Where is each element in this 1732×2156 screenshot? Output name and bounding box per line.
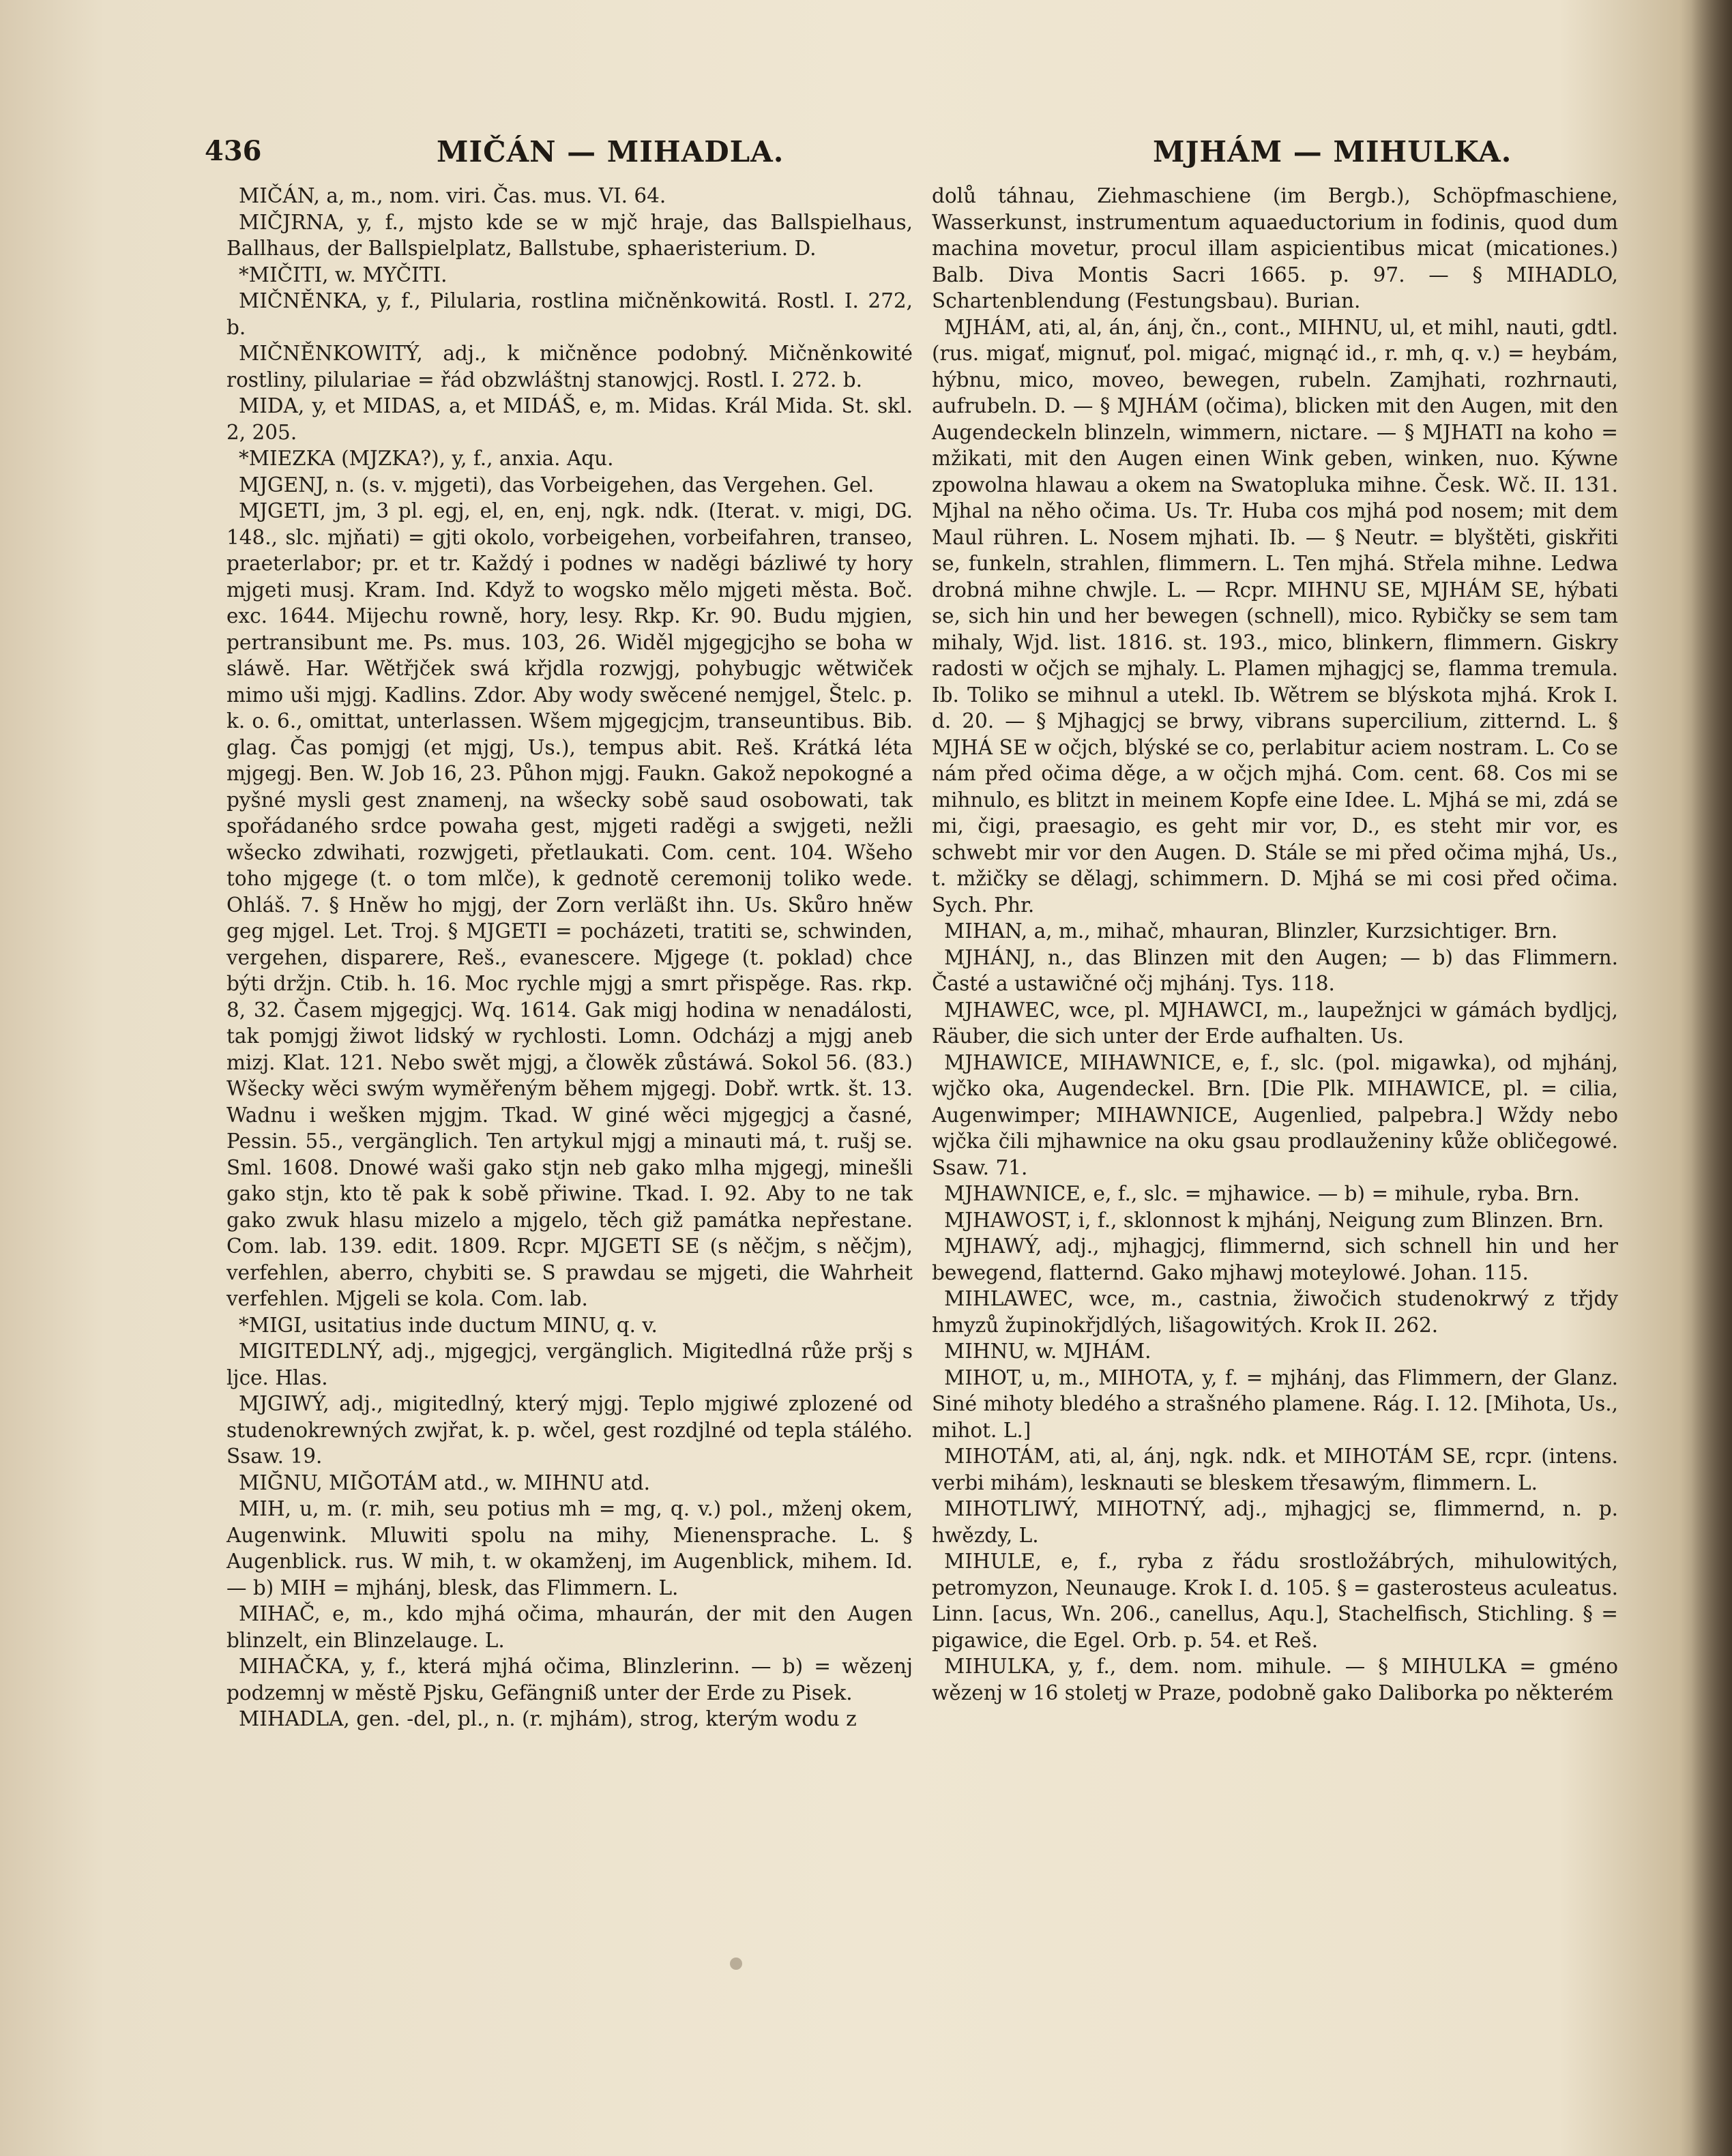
running-head-left: MIČÁN — MIHADLA.: [437, 135, 784, 168]
binding-edge-shadow: [1691, 0, 1732, 2156]
right-column: [932, 183, 1618, 1706]
entry-mihadla-continued: dolů táhnau, Ziehmaschiene (im Bergb.), Schöpfmaschiene, Wasserkunst, instrumentum aquaeductorium in fodinis, quod dum machina movetur, procul illam aspicientibus micat (micationes.) Balb. Diva Montis Sacri 1665. p. 97. — § MIHADLO, Schartenblendung (Festungsbau). Burian.: [932, 184, 1618, 312]
entry-micnenka: MIČNĚNKA, y, f., Pilularia, rostlina mičněnkowitá. Rostl. I. 272, b.: [226, 289, 913, 339]
entry-mican: MIČÁN, a, m., nom. viri. Čas. mus. VI. 64.: [239, 184, 666, 207]
entry-mjham: MJHÁM, ati, al, án, ánj, čn., cont., MIHNU, ul, et mihl, nauti, gdtl. (rus. migať, mignuť, pol. migać, mignąć id., r. mh, q. v.) = heybám, hýbnu, mico, moveo, bewegen, rubeln. Zamjhati, rozhrnauti, aufrubeln. D. — § MJHÁM (očima), blicken mit den Augen, mit den Augendeckeln blinzeln, wimmern, nictare. — § MJHATI na koho = mžikati, mit den Augen einen Wink geben, winken, nuo. Kýwne zpowolna hlawau a okem na Swatopluka mihne. Česk. Wč. II. 131. Mjhal na něho očima. Us. Tr. Huba cos mjhá pod nosem; mit dem Maul rühren. L. Nosem mjhati. Ib. — § Neutr. = blyštěti, giskřiti se, funkeln, strahlen, flimmern. L. Ten mjhá. Střela mihne. Ledwa drobná mihne chwjle. L. — Rcpr. MIHNU SE, MJHÁM SE, hýbati se, sich hin und her bewegen (schnell), mico. Rybičky se sem tam mihaly, Wjd. list. 1816. st. 193., mico, blinkern, flimmern. Giskry radosti w očjch se mjhaly. L. Plamen mjhagjcj se, flamma tremula. Ib. Toliko se mihnul a utekl. Ib. Wětrem se blýskota mjhá. Krok I. d. 20. — § Mjhagjcj se brwy, vibrans supercilium, zitternd. L. § MJHÁ SE w očjch, blýské se co, perlabitur aciem nostram. L. Co se nám před očima děge, a w očjch mjhá. Com. cent. 68. Cos mi se mihnulo, es blitzt in meinem Kopfe eine Idee. L. Mjhá se mi, zdá se mi, čigi, praesagio, es geht mir vor, D., es steht mir vor, es schwebt mir vor den Augen. D. Stále se mi před očima mjhá, Us., t. mžičky se dělagj, schimmern. D. Mjhá se mi cosi před očima. Sych. Phr.: [932, 315, 1618, 917]
entry-mihotam: MIHOTÁM, ati, al, ánj, ngk. ndk. et MIHOTÁM SE, rcpr. (intens. verbi mihám), lesknauti se bleskem třesawým, flimmern. L.: [932, 1445, 1618, 1494]
entry-mihot: MIHOT, u, m., MIHOTA, y, f. = mjhánj, das Flimmern, der Glanz. Siné mihoty bledého a strašného plamene. Rág. I. 12. [Mihota, Us., mihot. L.]: [932, 1365, 1618, 1442]
entry-mihan: MIHAN, a, m., mihač, mhauran, Blinzler, Kurzsichtiger. Brn.: [944, 919, 1558, 943]
entry-mihlawec: MIHLAWEC, wce, m., castnia, žiwočich studenokrwý z třjdy hmyzů župinokřjdlých, lišagowitých. Krok II. 262.: [932, 1287, 1618, 1337]
entry-mjhawec: MJHAWEC, wce, pl. MJHAWCI, m., laupežnjci w gámách bydljcj, Räuber, die sich unter der Erde aufhalten. Us.: [932, 998, 1618, 1048]
entry-mih: MIH, u, m. (r. mih, seu potius mh = mg, q. v.) pol., mženj okem, Augenwink. Mluwiti spolu na mihy, Mienensprache. L. § Augenblick. rus. W mih, t. w okamženj, im Augenblick, mihem. Id. — b) MIH = mjhánj, blesk, das Flimmern. L.: [226, 1497, 913, 1599]
paper-spot: [730, 1958, 742, 1970]
entry-mjhawy: MJHAWÝ, adj., mjhagjcj, flimmernd, sich schnell hin und her bewegend, flatternd. Gako mjhawj moteylowé. Johan. 115.: [932, 1235, 1618, 1284]
entry-mjhawice: MJHAWICE, MIHAWNICE, e, f., slc. (pol. migawka), od mjhánj, wjčko oka, Augendeckel. Brn. [Die Plk. MIHAWICE, pl. = cilia, Augenwimper; MIHAWNICE, Augenlied, palpebra.] Wždy nebo wjčka čili mjhawnice na oku gsau prodlauženiny kůže obličegowé. Ssaw. 71.: [932, 1050, 1618, 1179]
entry-mihac: MIHAČ, e, m., kdo mjhá očima, mhaurán, der mit den Augen blinzelt, ein Blinzelauge. L.: [226, 1602, 913, 1652]
page-number: 436: [205, 135, 262, 167]
page-header: [205, 130, 1637, 177]
entry-mjgiwy: MJGIWÝ, adj., migitedlný, který mjgj. Teplo mjgiwé zplozené od studenokrewných zwjřat, k. p. wčel, gest rozdjlné od tepla stálého. Ssaw. 19.: [226, 1392, 913, 1468]
entry-micnenkowity: MIČNĚNKOWITÝ, adj., k mičněnce podobný. Mičněnkowité rostliny, pilulariae = řád obzwláštnj stanowjcj. Rostl. I. 272. b.: [226, 342, 913, 392]
entry-miezka: *MIEZKA (MJZKA?), y, f., anxia. Aqu.: [239, 447, 614, 470]
entry-mjgeti: MJGETI, jm, 3 pl. egj, el, en, enj, ngk. ndk. (Iterat. v. migi, DG. 148., slc. mjňati) = gjti okolo, vorbeigehen, vorbeifahren, transeo, praeterlabor; pr. et tr. Každý i podnes w naděgi bázliwé ty hory mjgeti musj. Kram. Ind. Když to wogsko mělo mjgeti města. Boč. exc. 1644. Mijechu rowně, hory, lesy. Rkp. Kr. 90. Budu mjgien, pertransibunt me. Ps. mus. 103, 26. Widěl mjgegjcjho se boha w sláwě. Har. Wětřjček swá křjdla rozwjgj, pohybugjc wětwiček mimo uši mjgj. Kadlins. Zdor. Aby wody swěcené nemjgel, Štelc. p. k. o. 6., omittat, unterlassen. Wšem mjgegjcjm, transeuntibus. Bib. glag. Čas pomjgj (et mjgj, Us.), tempus abit. Reš. Krátká léta mjgegj. Ben. W. Job 16, 23. Půhon mjgj. Faukn. Gakož nepokogné a pyšné mysli gest znamenj, na wšecky sobě saud osobowati, tak spořádaného srdce powaha gest, mjgeti raděgi a swjgeti, nežli wšecko zdwihati, rozwjgeti, přetlaukati. Com. cent. 104. Wšeho toho mjgege (t. o tom mlče), k gednotě ceremonij toliko wede. Ohláš. 7. § Hněw ho mjgj, der Zorn verläßt ihn. Us. Skůro hněw geg mjgel. Let. Troj. § MJGETI = pocházeti, tratiti se, schwinden, vergehen, disparere, Reš., evanescere. Mjgege (t. poklad) chce býti držjn. Ctib. h. 16. Moc rychle mjgj a smrt přispěge. Ras. rkp. 8, 32. Časem mjgegjcj. Wq. 1614. Gak migj hodina w nenadálosti, tak pomjgj žiwot lidský w rychlosti. Lomn. Odcházj a mjgj aneb mizj. Klat. 121. Nebo swět mjgj, a člowěk zůstáwá. Sokol 56. (83.) Wšecky wěci swým wyměřeným během mjgegj. Dobř. wrtk. št. 13. Wadnu i wešken mjgjm. Tkad. W giné wěci mjgegjcj a časné, Pessin. 55., vergänglich. Ten artykul mjgj a minauti má, t. rušj se. Sml. 1608. Dnowé waši gako stjn neb gako mlha mjgegj, minešli gako stjn, kto tě pak k sobě přiwine. Tkad. I. 92. Aby to ne tak gako zwuk hlasu mizelo a mjgelo, těch giž památka nepřestane. Com. lab. 139. edit. 1809. Rcpr. MJGETI SE (s něčjm, s něčjm), verfehlen, aberro, chybiti se. S prawdau se mjgeti, die Wahrheit verfehlen. Mjgeli se kola. Com. lab.: [226, 499, 913, 1310]
entry-mida: MIDA, y, et MIDAS, a, et MIDÁŠ, e, m. Midas. Král Mida. St. skl. 2, 205.: [226, 394, 913, 444]
entry-mihacka: MIHAČKA, y, f., která mjhá očima, Blinzlerinn. — b) = wězenj podzemnj w městě Pjsku, Gefängniß unter der Erde zu Pisek.: [226, 1655, 913, 1704]
entry-migi: *MIGI, usitatius inde ductum MINU, q. v.: [239, 1313, 658, 1337]
entry-migitedlny: MIGITEDLNÝ, adj., mjgegjcj, vergänglich. Migitedlná růže pršj s ljce. Hlas.: [226, 1340, 913, 1389]
entry-mjgenj: MJGENJ, n. (s. v. mjgeti), das Vorbeigehen, das Vergehen. Gel.: [239, 473, 875, 497]
entry-mihadla: MIHADLA, gen. -del, pl., n. (r. mjhám), strog, kterým wodu z: [239, 1707, 857, 1730]
entry-mihule: MIHULE, e, f., ryba z řádu srostložábrých, mihulowitých, petromyzon, Neunauge. Krok I. d. 105. § = gasterosteus aculeatus. Linn. [acus, Wn. 206., canellus, Aqu.], Stachelfisch, Stichling. § = pigawice, die Egel. Orb. p. 54. et Reš.: [932, 1550, 1618, 1652]
entry-miciti: *MIČITI, w. MYČITI.: [239, 263, 447, 286]
entry-mihulka: MIHULKA, y, f., dem. nom. mihule. — § MIHULKA = gméno wězenj w 16 stoletj w Praze, podobně gako Daliborka po některém: [932, 1655, 1618, 1704]
entry-mihotliwy: MIHOTLIWÝ, MIHOTNÝ, adj., mjhagjcj se, flimmernd, n. p. hwězdy, L.: [932, 1497, 1618, 1547]
left-column: [226, 183, 913, 1732]
entry-micjrna: MIČJRNA, y, f., mjsto kde se w mjč hraje, das Ballspielhaus, Ballhaus, der Ballspielplatz, Ballstube, sphaeristerium. D.: [226, 210, 913, 260]
entry-mjhawnice: MJHAWNICE, e, f., slc. = mjhawice. — b) = mihule, ryba. Brn.: [944, 1182, 1580, 1205]
entry-mihnu: MIHNU, w. MJHÁM.: [944, 1340, 1151, 1363]
entry-mjhawost: MJHAWOST, i, f., sklonnost k mjhánj, Neigung zum Blinzen. Brn.: [944, 1208, 1604, 1232]
running-head-right: MJHÁM — MIHULKA.: [1153, 135, 1512, 168]
entry-mjhanj: MJHÁNJ, n., das Blinzen mit den Augen; — b) das Flimmern. Časté a ustawičné očj mjhánj. Tys. 118.: [932, 945, 1618, 995]
entry-mignu: MIĞNU, MIĞOTÁM atd., w. MIHNU atd.: [239, 1471, 651, 1494]
